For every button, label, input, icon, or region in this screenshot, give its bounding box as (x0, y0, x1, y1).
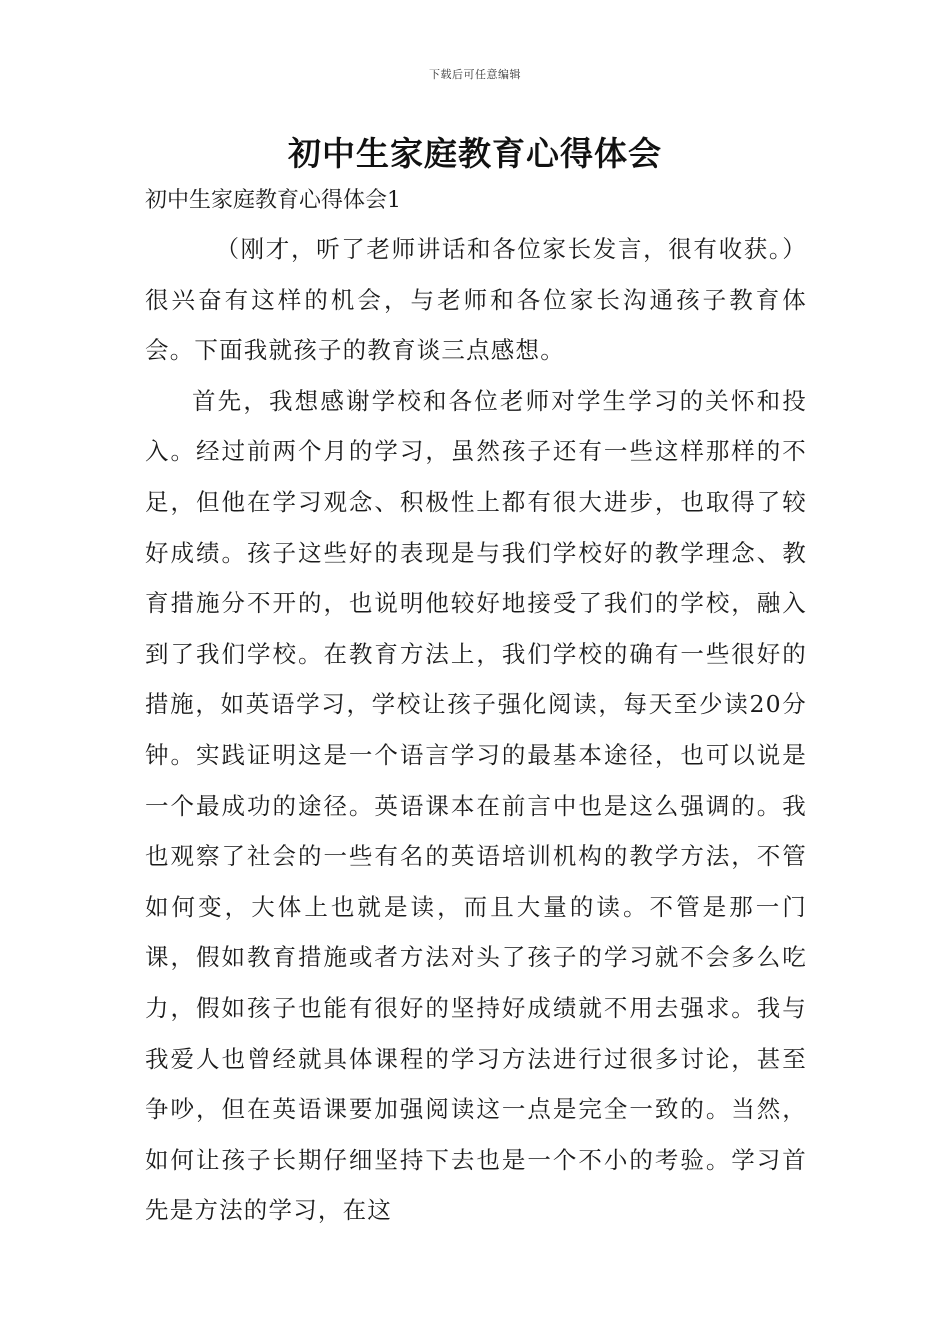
document-title: 初中生家庭教育心得体会 (288, 134, 662, 173)
section-heading: 初中生家庭教育心得体会1 (145, 188, 401, 213)
header-note: 下载后可任意编辑 (429, 68, 521, 81)
body-text (145, 224, 807, 1236)
paragraph-2: 首先，我想感谢学校和各位老师对学生学习的关怀和投入。经过前两个月的学习，虽然孩子还有一些这样那样的不足，但他在学习观念、积极性上都有很大进步，也取得了较好成绩。孩子这些好的表现是与我们学校好的教学理念、教育措施分不开的，也说明他较好地接受了我们的学校，融入到了我们学校。在教育方法上，我们学校的确有一些很好的措施，如英语学习，学校让孩子强化阅读，每天至少读20分钟。实践证明这是一个语言学习的最基本途径，也可以说是一个最成功的途径。英语课本在前言中也是这么强调的。我也观察了社会的一些有名的英语培训机构的教学方法，不管如何变，大体上也就是读，而且大量的读。不管是那一门课，假如教育措施或者方法对头了孩子的学习就不会多么吃力，假如孩子也能有很好的坚持好成绩就不用去强求。我与我爱人也曾经就具体课程的学习方法进行过很多讨论，甚至争吵，但在英语课要加强阅读这一点是完全一致的。当然，如何让孩子长期仔细坚持下去也是一个不小的考验。学习首先是方法的学习，在这 (145, 386, 807, 1225)
paragraph-1: （刚才，听了老师讲话和各位家长发言，很有收获。）很兴奋有这样的机会，与老师和各位家长沟通孩子教育体会。下面我就孩子的教育谈三点感想。 (145, 235, 807, 365)
